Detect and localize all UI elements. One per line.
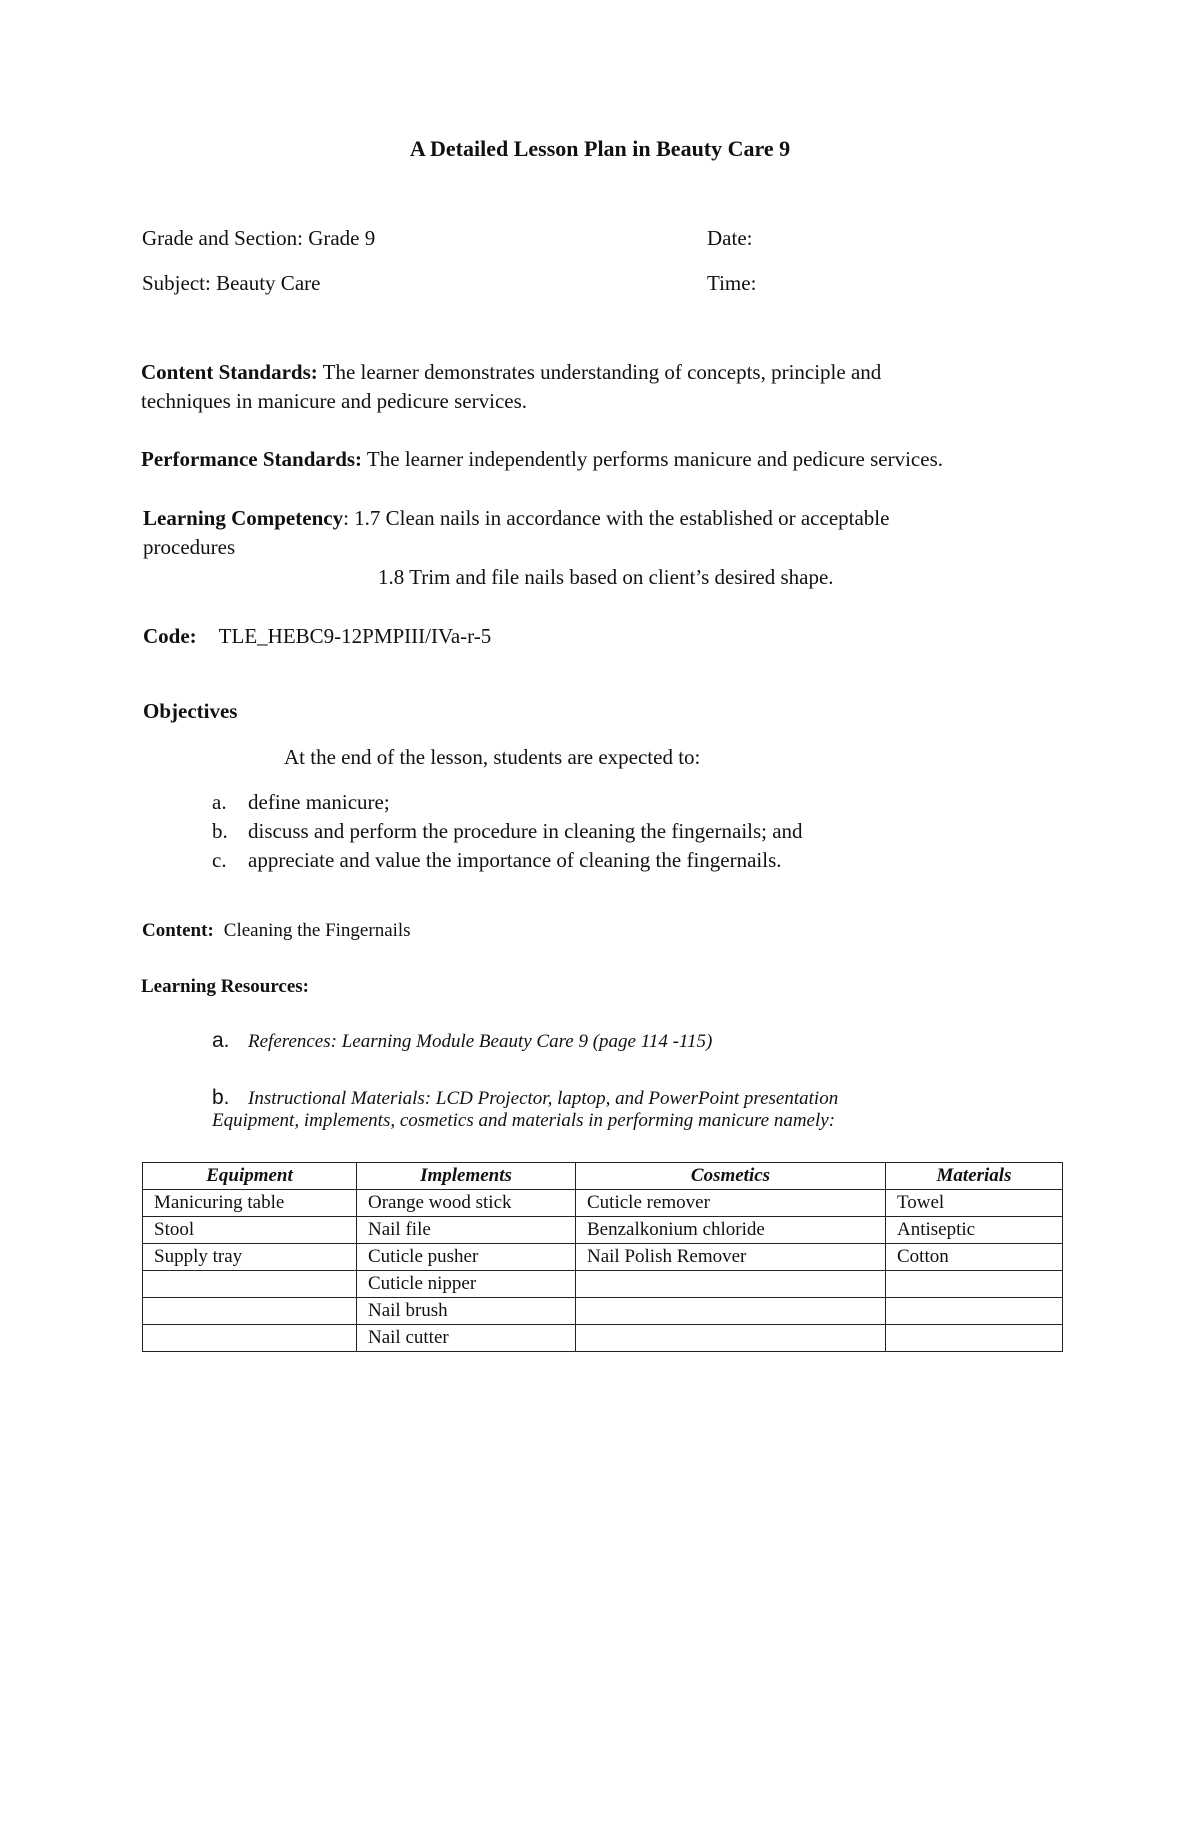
objective-item bbox=[212, 788, 803, 817]
date-label: Date: bbox=[707, 226, 753, 250]
table-cell: Supply tray bbox=[143, 1244, 357, 1271]
header-implements: Implements bbox=[357, 1163, 576, 1190]
table-cell: Orange wood stick bbox=[357, 1190, 576, 1217]
materials-line bbox=[212, 1085, 838, 1111]
objective-text: define manicure; bbox=[248, 790, 390, 814]
table-cell: Cuticle pusher bbox=[357, 1244, 576, 1271]
table-cell bbox=[576, 1271, 886, 1298]
time-label: Time: bbox=[707, 271, 757, 295]
table-cell bbox=[143, 1325, 357, 1352]
table-cell: Cotton bbox=[886, 1244, 1063, 1271]
table-cell bbox=[886, 1298, 1063, 1325]
header-cosmetics: Cosmetics bbox=[576, 1163, 886, 1190]
table-cell bbox=[143, 1271, 357, 1298]
learning-competency-label: Learning Competency bbox=[143, 506, 344, 530]
content-standards-line1 bbox=[141, 360, 881, 385]
table-header-row bbox=[143, 1163, 1063, 1190]
code-label: Code: bbox=[143, 624, 197, 648]
table-cell: Nail brush bbox=[357, 1298, 576, 1325]
document-title: A Detailed Lesson Plan in Beauty Care 9 bbox=[409, 136, 791, 161]
header-materials: Materials bbox=[886, 1163, 1063, 1190]
learning-competency-line3: 1.8 Trim and file nails based on client’s desired shape. bbox=[378, 565, 834, 589]
subject: Subject: Beauty Care bbox=[142, 271, 321, 295]
objective-text: appreciate and value the importance of cleaning the fingernails. bbox=[248, 848, 782, 872]
objective-letter: b. bbox=[212, 819, 228, 843]
performance-standards-text: The learner independently performs manicure and pedicure services. bbox=[362, 447, 943, 471]
table-row bbox=[143, 1244, 1063, 1271]
code-value: TLE_HEBC9-12PMPIII/IVa-r-5 bbox=[218, 624, 492, 648]
learning-competency-line2: procedures bbox=[143, 535, 236, 559]
code-line bbox=[143, 624, 491, 649]
table-cell bbox=[576, 1325, 886, 1352]
objective-text: discuss and perform the procedure in cleaning the fingernails; and bbox=[248, 819, 803, 843]
table-row bbox=[143, 1190, 1063, 1217]
performance-standards-label: Performance Standards: bbox=[141, 447, 363, 471]
table-cell bbox=[576, 1298, 886, 1325]
references-text: References: Learning Module Beauty Care 9 (page 114 -115) bbox=[248, 1031, 713, 1052]
materials-letter: b. bbox=[212, 1086, 230, 1109]
table-row bbox=[143, 1298, 1063, 1325]
materials-table bbox=[142, 1162, 1063, 1352]
table-cell: Stool bbox=[143, 1217, 357, 1244]
learning-competency-text: : 1.7 Clean nails in accordance with the established or acceptable bbox=[343, 506, 890, 530]
objectives-list bbox=[212, 788, 803, 875]
objectives-intro: At the end of the lesson, students are expected to: bbox=[284, 745, 701, 769]
content-standards-line2: techniques in manicure and pedicure services. bbox=[141, 389, 528, 413]
objective-item bbox=[212, 817, 803, 846]
references-line bbox=[212, 1028, 712, 1054]
table-cell bbox=[886, 1271, 1063, 1298]
table-cell: Manicuring table bbox=[143, 1190, 357, 1217]
table-cell: Benzalkonium chloride bbox=[576, 1217, 886, 1244]
table-cell: Cuticle remover bbox=[576, 1190, 886, 1217]
content-value: Cleaning the Fingernails bbox=[223, 920, 411, 941]
content-standards-text: The learner demonstrates understanding of concepts, principle and bbox=[317, 360, 882, 384]
grade-section: Grade and Section: Grade 9 bbox=[142, 226, 376, 250]
content-label: Content: bbox=[142, 920, 214, 941]
table-row bbox=[143, 1325, 1063, 1352]
header-equipment: Equipment bbox=[143, 1163, 357, 1190]
table-row bbox=[143, 1271, 1063, 1298]
objectives-heading: Objectives bbox=[143, 699, 238, 723]
table-cell: Nail cutter bbox=[357, 1325, 576, 1352]
references-letter: a. bbox=[212, 1029, 230, 1052]
content-line bbox=[142, 920, 411, 943]
objective-item bbox=[212, 846, 803, 875]
objective-letter: c. bbox=[212, 848, 227, 872]
table-cell: Antiseptic bbox=[886, 1217, 1063, 1244]
content-standards-label: Content Standards: bbox=[141, 360, 318, 384]
performance-standards bbox=[141, 447, 943, 472]
table-cell bbox=[886, 1325, 1063, 1352]
table-row bbox=[143, 1217, 1063, 1244]
materials-line2: Equipment, implements, cosmetics and materials in performing manicure namely: bbox=[212, 1110, 836, 1131]
learning-competency-line1 bbox=[143, 506, 889, 531]
table-cell bbox=[143, 1298, 357, 1325]
table-cell: Nail Polish Remover bbox=[576, 1244, 886, 1271]
objective-letter: a. bbox=[212, 790, 227, 814]
table-cell: Nail file bbox=[357, 1217, 576, 1244]
table-cell: Cuticle nipper bbox=[357, 1271, 576, 1298]
materials-text: Instructional Materials: LCD Projector, laptop, and PowerPoint presentation bbox=[248, 1088, 839, 1109]
learning-resources-heading: Learning Resources: bbox=[141, 976, 309, 997]
table-cell: Towel bbox=[886, 1190, 1063, 1217]
